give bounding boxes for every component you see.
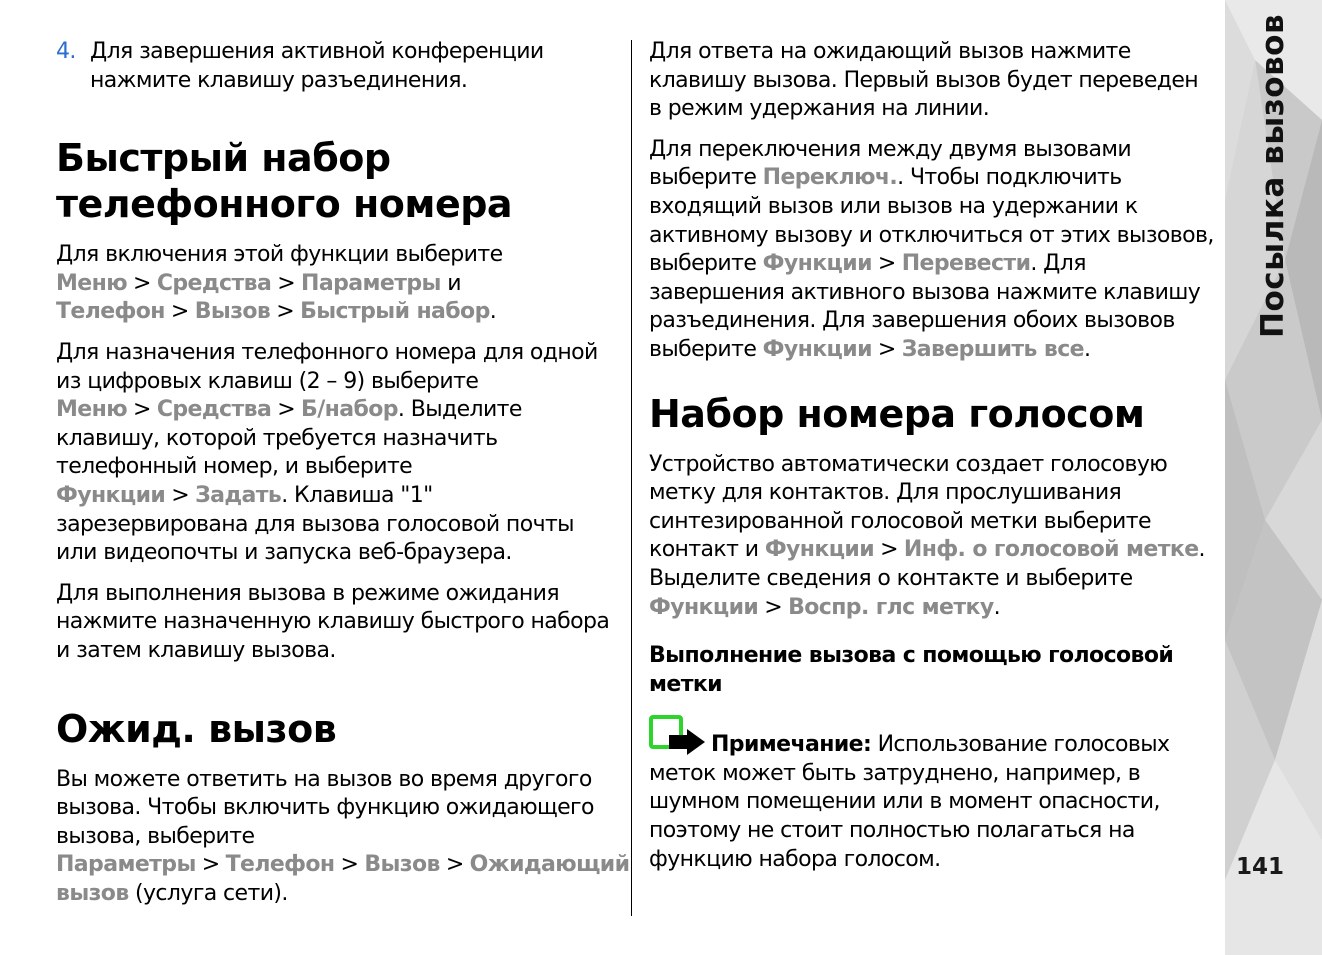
page-number: 141 bbox=[1236, 854, 1285, 880]
menu-path-item: Завершить все bbox=[901, 336, 1084, 362]
menu-path-item: Функции bbox=[56, 482, 166, 508]
menu-path-item: Функции bbox=[762, 336, 872, 362]
menu-path-item: Вызов bbox=[364, 852, 440, 878]
heading-speed-dial: Быстрый набор телефонного номера bbox=[56, 136, 513, 227]
menu-path-item: Телефон bbox=[56, 299, 165, 325]
step-4 bbox=[56, 38, 621, 95]
menu-path-item: Средства bbox=[156, 270, 272, 296]
paragraph-switch-calls: Для переключения между двумя вызовами выберите Переключ.. Чтобы подключить входящий вызов или вызов на удержании к активному вызову и отключиться от этих вызовов, выберите Функции > Перевести. Для завершения активного вызова нажмите клавишу разъединения. Для завершения обоих вызовов выберите Функции > Завершить все. bbox=[649, 136, 1214, 362]
right-column bbox=[649, 38, 1216, 874]
column-divider bbox=[631, 40, 632, 916]
paragraph-voice-tag: Устройство автоматически создает голосовую метку для контактов. Для прослушивания синтезированной голосовой метки выберите контакт и Функции > Инф. о голосовой метке. Выделите сведения о контакте и выберите Функции > Воспр. глс метку. bbox=[649, 451, 1205, 620]
menu-path-item: Меню bbox=[56, 270, 128, 296]
paragraph-call-waiting: Вы можете ответить на вызов во время другого вызова. Чтобы включить функцию ожидающего вызова, выберите Параметры > Телефон > Вызов > Ожидающий вызов (услуга сети). bbox=[56, 766, 630, 906]
note bbox=[649, 715, 1216, 874]
paragraph-speed-dial-call: Для выполнения вызова в режиме ожидания нажмите назначенную клавишу быстрого набора и затем клавишу вызова. bbox=[56, 580, 610, 663]
menu-path-item: Функции bbox=[762, 251, 872, 277]
menu-path-item: Телефон bbox=[225, 852, 335, 878]
paragraph-speed-dial-enable: Для включения этой функции выберите Меню > Средства > Параметры и Телефон > Вызов > Быстрый набор. bbox=[56, 242, 503, 325]
menu-path-item: Параметры bbox=[56, 852, 196, 878]
subheading-voice-call: Выполнение вызова с помощью голосовой метки bbox=[649, 643, 1174, 697]
menu-path-item: Функции bbox=[649, 594, 759, 620]
menu-path-item: Средства bbox=[156, 397, 272, 423]
heading-voice-dialing: Набор номера голосом bbox=[649, 391, 1145, 436]
chapter-sidebar bbox=[1225, 0, 1322, 955]
menu-path-item: Инф. о голосовой метке bbox=[903, 537, 1199, 563]
chapter-title: Посылка вызовов bbox=[1255, 13, 1291, 338]
menu-path-item: Быстрый набор bbox=[300, 299, 490, 325]
left-column bbox=[56, 38, 630, 920]
menu-path-item: Функции bbox=[764, 537, 875, 563]
menu-path-item: Переключ. bbox=[762, 165, 898, 191]
menu-path-item: Задать bbox=[195, 482, 282, 508]
menu-path-item: Ожидающий вызов bbox=[56, 852, 630, 906]
step-text: Для завершения активной конференции нажмите клавишу разъединения. bbox=[90, 39, 544, 93]
menu-path-item: Меню bbox=[56, 397, 128, 423]
menu-path-item: Б/набор bbox=[301, 397, 398, 423]
note-text: Использование голосовых меток может быть затруднено, например, в шумном помещении или в момент опасности, поэтому не стоит полностью полагаться на функцию набора голосом. bbox=[649, 732, 1170, 872]
note-icon bbox=[649, 715, 707, 757]
note-label: Примечание: bbox=[711, 732, 872, 758]
menu-path-item: Перевести bbox=[901, 251, 1031, 277]
heading-call-waiting: Ожид. вызов bbox=[56, 706, 337, 751]
menu-path-item: Вызов bbox=[194, 299, 271, 325]
paragraph-speed-dial-assign: Для назначения телефонного номера для одной из цифровых клавиш (2 – 9) выберите Меню > Средства > Б/набор. Выделите клавишу, которой требуется назначить телефонный номер, и выберите Функции > Задать. Клавиша "1" зарезервирована для вызова голосовой почты или видеопочты и запуска веб-браузера. bbox=[56, 339, 598, 566]
menu-path-item: Параметры bbox=[301, 270, 441, 296]
step-number: 4. bbox=[56, 39, 76, 64]
paragraph-answer-waiting: Для ответа на ожидающий вызов нажмите клавишу вызова. Первый вызов будет переведен в режим удержания на линии. bbox=[649, 39, 1199, 122]
menu-path-item: Воспр. глс метку bbox=[788, 594, 994, 620]
